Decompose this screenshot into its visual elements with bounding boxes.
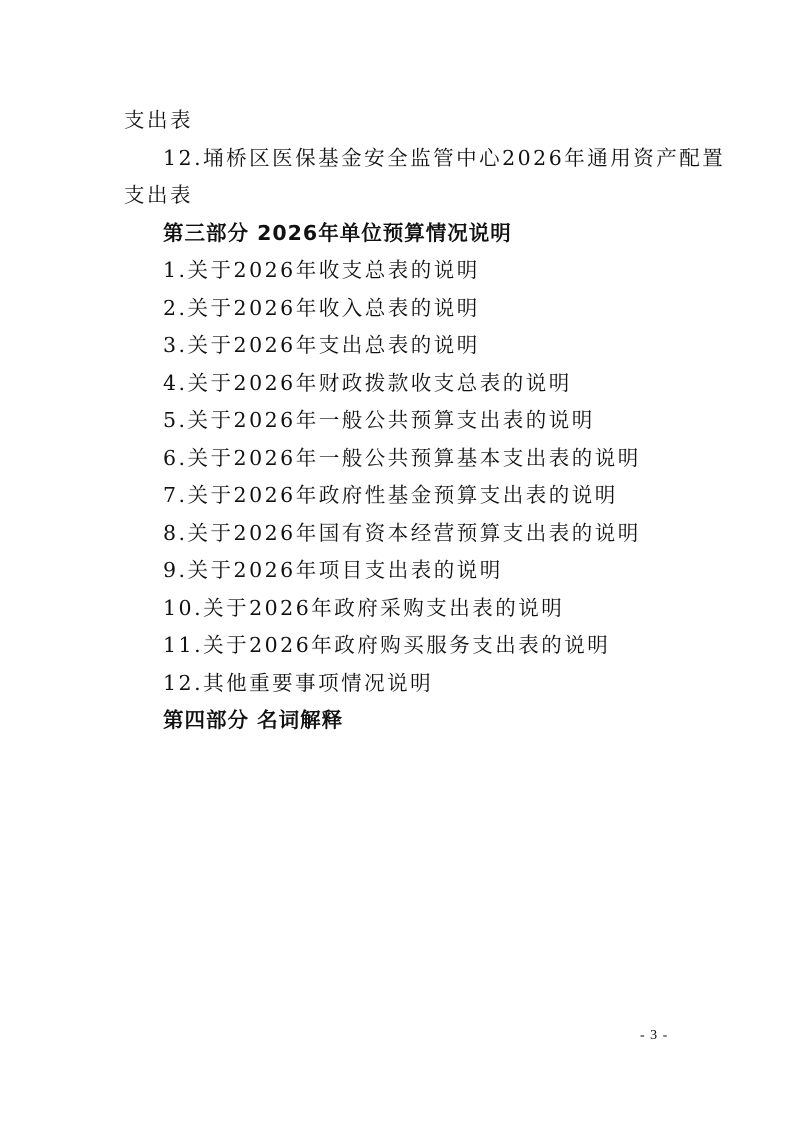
body-line-item: 12.埇桥区医保基金安全监管中心2026年通用资产配置 [163,145,726,170]
toc-item: 5.关于2026年一般公共预算支出表的说明 [163,408,595,432]
toc-item: 11.关于2026年政府购买服务支出表的说明 [163,633,611,657]
toc-item: 12.其他重要事项情况说明 [163,670,434,695]
toc-item: 7.关于2026年政府性基金预算支出表的说明 [163,483,618,507]
toc-item: 6.关于2026年一般公共预算基本支出表的说明 [163,445,641,470]
page-number: - 3 - [640,1028,669,1043]
section-heading-part-three: 第三部分 2026年单位预算情况说明 [163,220,512,245]
toc-item: 4.关于2026年财政拨款收支总表的说明 [163,370,572,395]
body-line-continuation: 支出表 [124,183,193,207]
toc-item: 10.关于2026年政府采购支出表的说明 [163,595,565,620]
document-body [124,102,726,740]
body-line-continuation: 支出表 [124,108,193,132]
section-heading-part-four: 第四部分 名词解释 [163,708,344,732]
toc-item: 2.关于2026年收入总表的说明 [163,295,480,320]
toc-item: 8.关于2026年国有资本经营预算支出表的说明 [163,520,641,545]
toc-item: 9.关于2026年项目支出表的说明 [163,558,503,582]
toc-item: 1.关于2026年收支总表的说明 [163,258,480,282]
toc-item: 3.关于2026年支出总表的说明 [163,333,480,357]
